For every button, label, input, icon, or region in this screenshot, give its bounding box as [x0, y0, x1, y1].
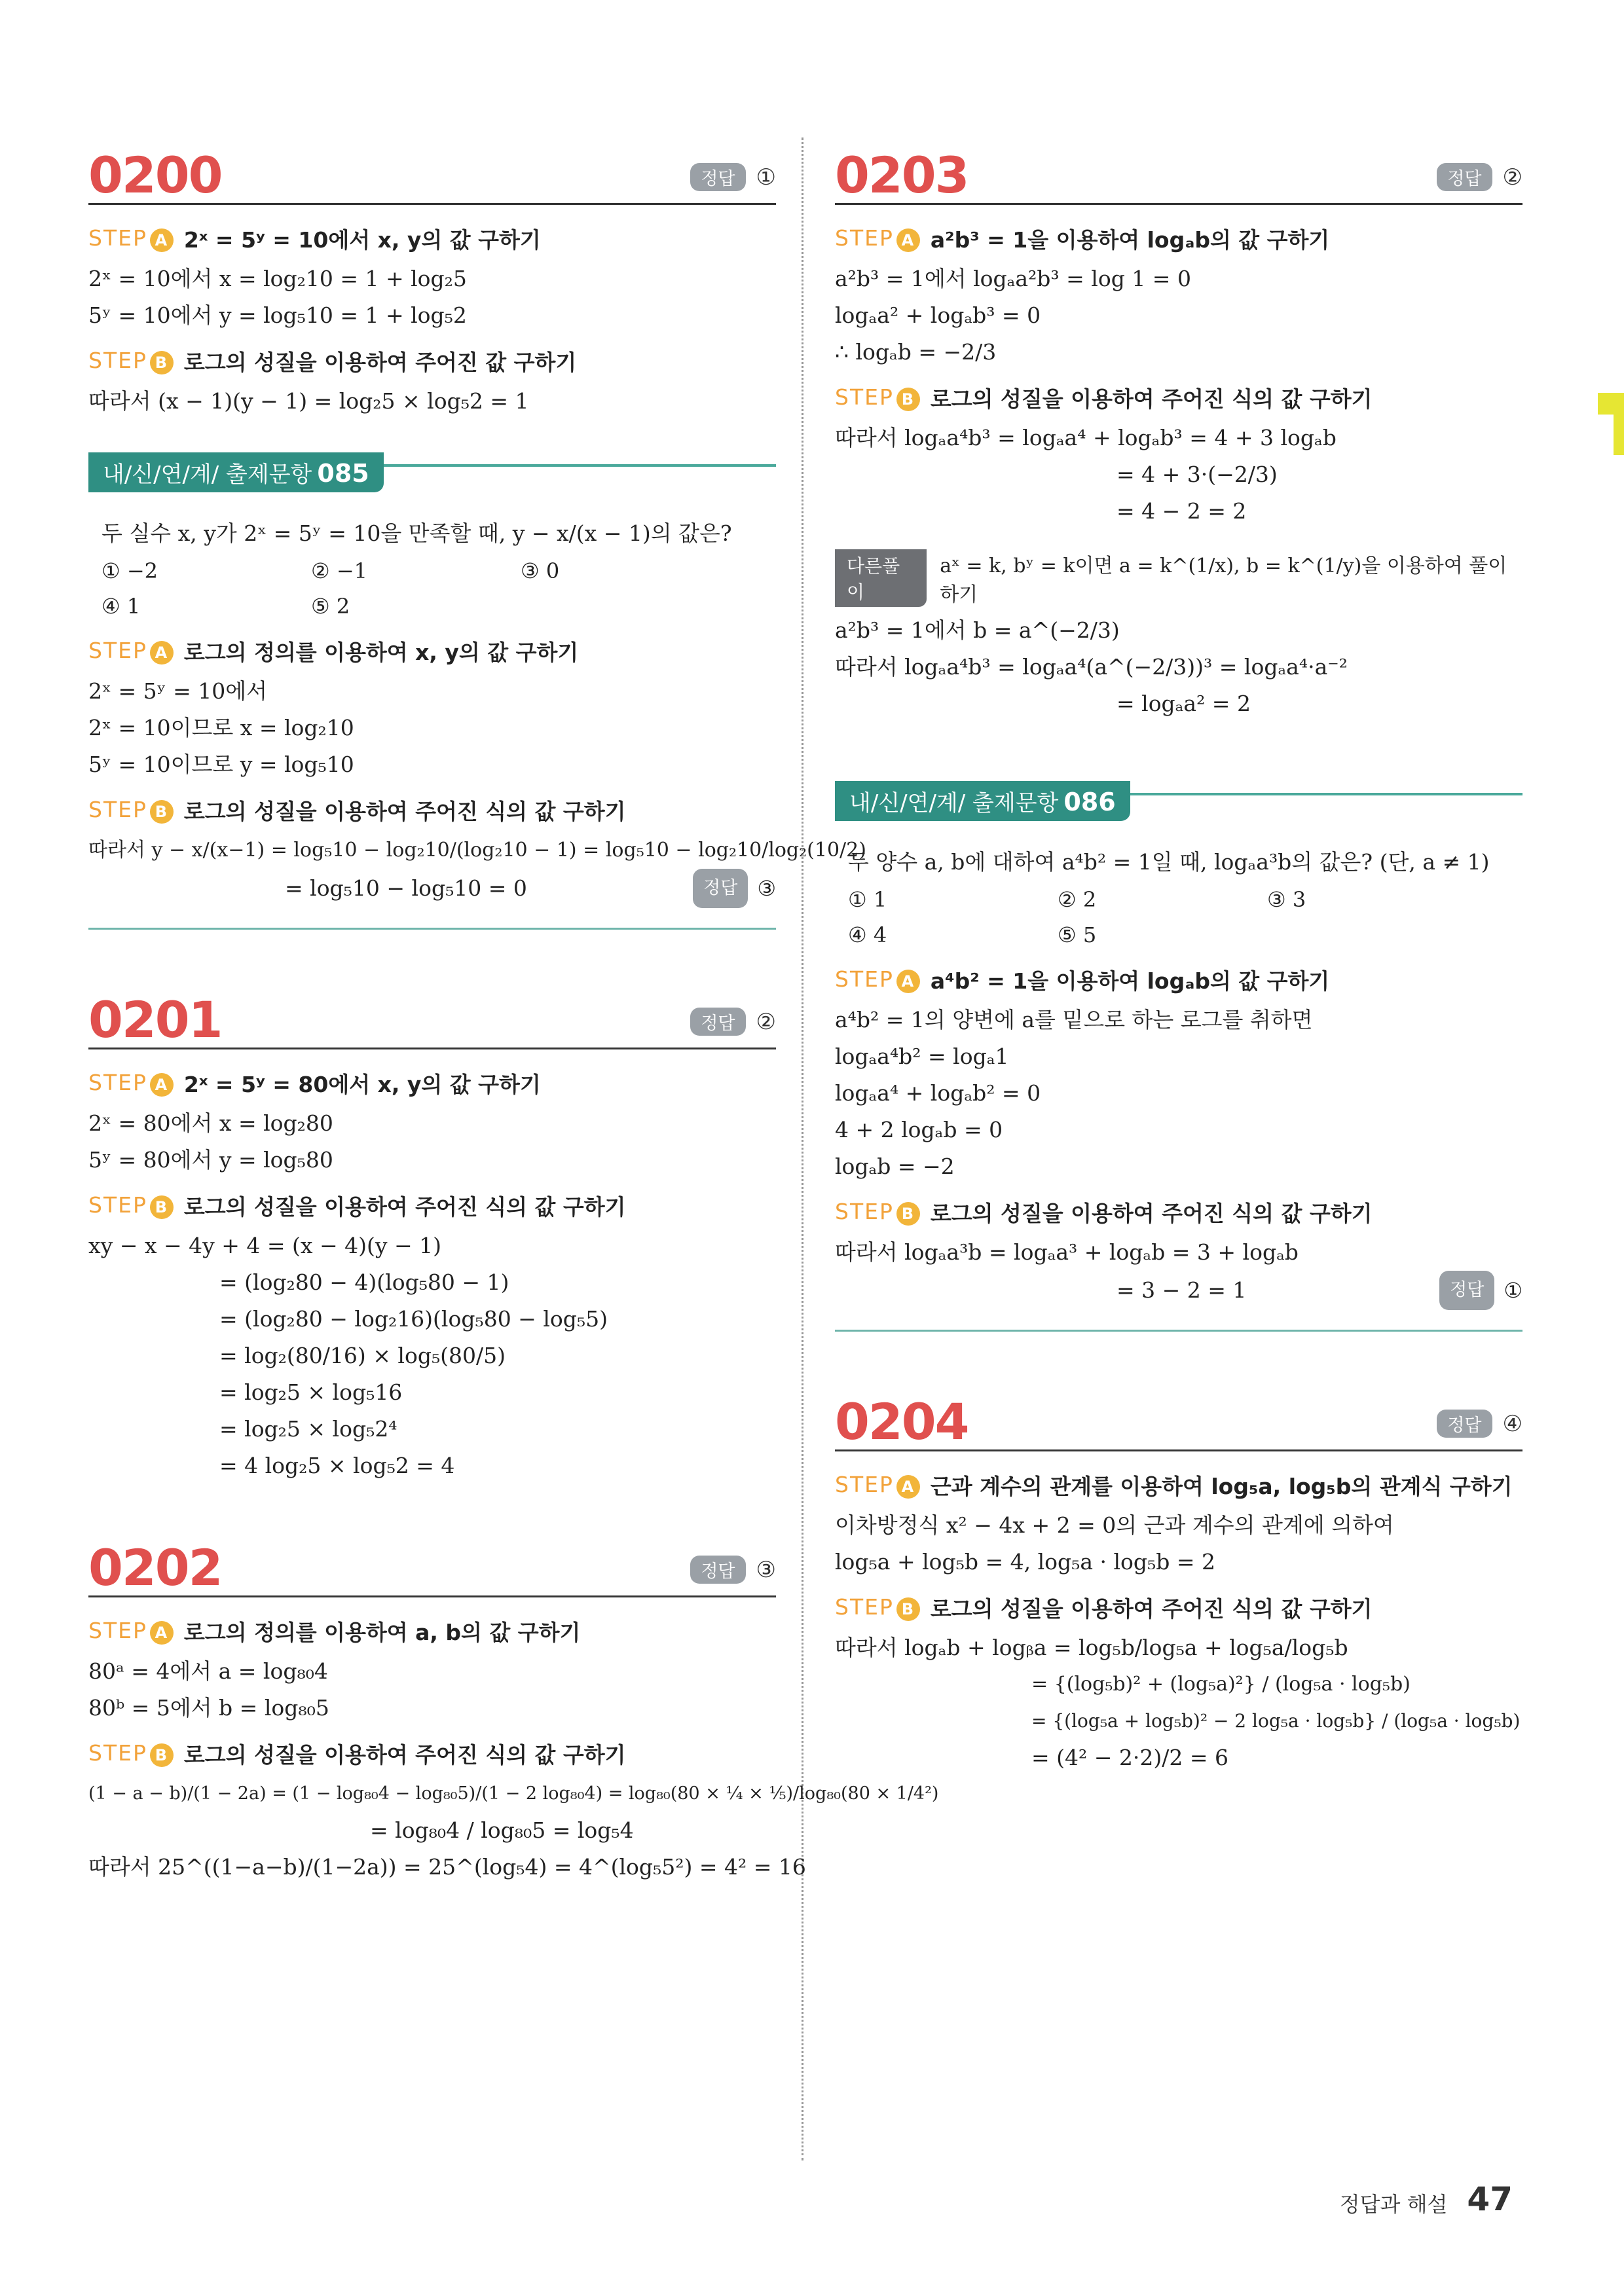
alternate-solution-title: aˣ = k, bʸ = k이면 a = k^(1/x), b = k^(1/y)을 이용하여 풀이하기	[940, 555, 1507, 606]
step-b	[835, 382, 1522, 413]
step-letter-icon: B	[896, 1597, 920, 1621]
step-label: STEP A	[88, 638, 174, 665]
solution-line: 80ᵇ = 5에서 b = log₈₀5	[88, 1695, 329, 1721]
banner-number: 086	[1063, 788, 1116, 816]
step-label: STEP B	[88, 1192, 174, 1219]
step-letter-icon: B	[150, 1195, 174, 1219]
problem-0203	[835, 131, 1522, 1332]
problem-number: 0202	[88, 1539, 222, 1597]
answer-value: ③	[757, 876, 776, 901]
problem-0200	[88, 131, 866, 930]
solution-line: = log₂5 × log₅2⁴	[219, 1416, 397, 1442]
problem-number: 0200	[88, 146, 222, 204]
answer-value: ①	[1504, 1278, 1522, 1303]
solution-line: 5ʸ = 10에서 y = log₅10 = 1 + log₅2	[88, 302, 467, 328]
step-title: 로그의 성질을 이용하여 주어진 식의 값 구하기	[183, 1742, 626, 1768]
solution-line: 따라서 logₐa³b = logₐa³ + logₐb = 3 + logₐb	[835, 1239, 1299, 1265]
answer-label	[690, 1556, 776, 1584]
solution-line: = {(log₅b)² + (log₅a)²} / (log₅a · log₅b)	[1031, 1673, 1411, 1696]
solution-line: logₐa² + logₐb³ = 0	[835, 302, 1041, 328]
step-label: STEP B	[88, 348, 174, 374]
answer-badge: 정답	[690, 163, 745, 191]
solution-line: 80ᵃ = 4에서 a = log₈₀4	[88, 1658, 328, 1684]
step-letter-icon: B	[896, 1202, 920, 1226]
solution-line: 5ʸ = 10이므로 y = log₅10	[88, 752, 354, 777]
solution-line: 4 + 2 logₐb = 0	[835, 1117, 1003, 1142]
answer-value: ②	[756, 1008, 776, 1035]
step-title: 로그의 성질을 이용하여 주어진 식의 값 구하기	[930, 1596, 1373, 1622]
step-title: 2ˣ = 5ʸ = 10에서 x, y의 값 구하기	[183, 227, 541, 253]
step-b	[88, 795, 776, 826]
answer-badge: 정답	[1437, 163, 1492, 191]
solution-line: = 4 log₂5 × log₅2 = 4	[219, 1453, 455, 1478]
answer-label	[690, 163, 776, 191]
solution-line: 따라서 logₐa⁴b³ = logₐa⁴ + logₐb³ = 4 + 3 logₐb	[835, 425, 1337, 450]
section-end-rule	[835, 1330, 1522, 1332]
alternate-solution-tag: 다른풀이	[835, 549, 927, 607]
step-letter-icon: B	[150, 351, 174, 374]
choice: ⑤ 2	[311, 594, 350, 619]
step-label: STEP B	[88, 1740, 174, 1767]
related-problem-banner	[835, 781, 1522, 827]
banner-tag: 내/신/연/계/ 출제문항 086	[835, 781, 1130, 821]
solution-line: 이차방정식 x² − 4x + 2 = 0의 근과 계수의 관계에 의하여	[835, 1512, 1394, 1538]
problem-header	[88, 131, 776, 205]
problem-0202	[88, 1523, 939, 1886]
solution-line: = log₈₀4 / log₈₀5 = log₅4	[370, 1817, 634, 1843]
step-letter-icon: B	[150, 800, 174, 824]
solution-line: a⁴b² = 1의 양변에 a를 밑으로 하는 로그를 취하면	[835, 1007, 1313, 1032]
problem-header	[88, 1523, 776, 1597]
choice: ③ 3	[1267, 887, 1306, 912]
choice: ② −1	[311, 558, 368, 583]
solution-line: = (4² − 2·2)/2 = 6	[1031, 1745, 1228, 1770]
step-letter-icon: A	[896, 1475, 920, 1499]
question-text: 두 실수 x, y가 2ˣ = 5ʸ = 10을 만족할 때, y − x/(x − 1)의 값은?	[101, 520, 732, 546]
solution-line: a²b³ = 1에서 b = a^(−2/3)	[835, 617, 1120, 643]
step-title: 로그의 성질을 이용하여 주어진 식의 값 구하기	[930, 386, 1373, 412]
answer-value: ①	[756, 164, 776, 191]
problem-header	[835, 1377, 1522, 1451]
step-label: STEP A	[835, 1472, 920, 1499]
step-label: STEP A	[88, 1070, 174, 1097]
step-title: 로그의 성질을 이용하여 주어진 식의 값 구하기	[183, 1194, 626, 1220]
step-letter-icon: A	[150, 641, 174, 665]
step-title: 로그의 성질을 이용하여 주어진 식의 값 구하기	[930, 1201, 1373, 1226]
question-text: 두 양수 a, b에 대하여 a⁴b² = 1일 때, logₐa³b의 값은? (단, a ≠ 1)	[848, 849, 1490, 875]
solution-line: = 4 + 3·(−2/3)	[1116, 462, 1278, 487]
step-title: 로그의 정의를 이용하여 a, b의 값 구하기	[183, 1620, 581, 1645]
step-title: a⁴b² = 1을 이용하여 logₐb의 값 구하기	[930, 968, 1330, 994]
choice: ④ 1	[101, 594, 141, 619]
problem-number: 0201	[88, 991, 222, 1049]
step-label: STEP B	[835, 1199, 920, 1226]
solution-line: 2ˣ = 10에서 x = log₂10 = 1 + log₂5	[88, 266, 467, 291]
choice: ⑤ 5	[1058, 922, 1097, 947]
section-end-rule	[88, 928, 776, 930]
step-label: STEP A	[88, 225, 174, 252]
solution-line: 따라서 25^((1−a−b)/(1−2a)) = 25^(log₅4) = 4^(log₅5²) = 4² = 16	[88, 1854, 806, 1880]
step-a	[88, 636, 776, 666]
solution-line: (1 − a − b)/(1 − 2a) = (1 − log₈₀4 − log₈₀5)/(1 − 2 log₈₀4) = log₈₀(80 × ¼ × ⅕)/log₈₀(80 × 1/4²)	[88, 1783, 939, 1804]
solution-line-final	[835, 1271, 1522, 1310]
choice: ④ 4	[848, 922, 887, 947]
step-b	[88, 346, 776, 376]
answer-label	[1437, 1410, 1522, 1438]
choice: ① 1	[848, 887, 887, 912]
step-a	[835, 1470, 1522, 1501]
alternate-solution	[835, 549, 1522, 607]
solution-line: = log₂(80/16) × log₅(80/5)	[219, 1343, 506, 1368]
choices	[835, 882, 1522, 953]
choices	[88, 553, 776, 624]
problem-0201	[88, 975, 776, 1484]
step-a	[88, 1616, 776, 1647]
solution-line: logₐa⁴b² = logₐ1	[835, 1044, 1009, 1069]
solution-line: log₅a + log₅b = 4, log₅a · log₅b = 2	[835, 1549, 1216, 1575]
solution-line: = 4 − 2 = 2	[1116, 498, 1247, 524]
step-label: STEP A	[835, 225, 920, 252]
step-b	[835, 1592, 1522, 1623]
answer-label	[690, 1008, 776, 1036]
choice: ③ 0	[521, 558, 560, 583]
step-letter-icon: A	[150, 228, 174, 252]
step-title: 로그의 성질을 이용하여 주어진 값 구하기	[183, 350, 577, 375]
step-letter-icon: A	[150, 1073, 174, 1097]
answer-badge: 정답	[1439, 1271, 1494, 1310]
step-b	[88, 1190, 776, 1221]
solution-line: = logₐa² = 2	[1116, 691, 1251, 716]
right-column	[835, 131, 1522, 1776]
step-title: 근과 계수의 관계를 이용하여 log₅a, log₅b의 관계식 구하기	[930, 1474, 1513, 1499]
solution-line: 5ʸ = 80에서 y = log₅80	[88, 1147, 333, 1173]
step-label: STEP B	[88, 797, 174, 824]
answer-label	[693, 869, 776, 908]
solution-line: 따라서 logₐa⁴b³ = logₐa⁴(a^(−2/3))³ = logₐa⁴·a⁻²	[835, 654, 1348, 680]
solution-line: logₐb = −2	[835, 1154, 955, 1179]
answer-value: ④	[1502, 1410, 1522, 1437]
page-number: 47	[1467, 2180, 1513, 2218]
step-letter-icon: A	[896, 228, 920, 252]
step-label: STEP B	[835, 1594, 920, 1621]
problem-number: 0204	[835, 1393, 969, 1451]
footer-section-title: 정답과 해설	[1339, 2192, 1448, 2217]
choice: ① −2	[101, 558, 158, 583]
step-a	[835, 964, 1522, 995]
related-problem-banner	[88, 452, 776, 498]
answer-badge: 정답	[690, 1556, 745, 1584]
step-letter-icon: B	[150, 1743, 174, 1767]
step-letter-icon: A	[150, 1621, 174, 1645]
step-a	[88, 223, 776, 254]
step-a	[835, 223, 1522, 254]
solution-line: a²b³ = 1에서 logₐa²b³ = log 1 = 0	[835, 266, 1191, 291]
solution-line: 따라서 (x − 1)(y − 1) = log₂5 × log₅2 = 1	[88, 388, 529, 414]
solution-line: = log₂5 × log₅16	[219, 1379, 403, 1405]
step-title: a²b³ = 1을 이용하여 logₐb의 값 구하기	[930, 227, 1330, 253]
step-b	[88, 1738, 776, 1769]
step-title: 로그의 성질을 이용하여 주어진 식의 값 구하기	[183, 799, 626, 824]
step-title: 2ˣ = 5ʸ = 80에서 x, y의 값 구하기	[183, 1072, 541, 1097]
solution-line-final	[88, 869, 776, 908]
banner-number: 085	[317, 459, 369, 488]
step-label: STEP A	[88, 1618, 174, 1645]
step-letter-icon: A	[896, 970, 920, 993]
solution-line: xy − x − 4y + 4 = (x − 4)(y − 1)	[88, 1233, 442, 1258]
choice: ② 2	[1058, 887, 1097, 912]
solution-line: logₐa⁴ + logₐb² = 0	[835, 1080, 1041, 1106]
problem-0204	[835, 1377, 1522, 1776]
section-tab	[1598, 393, 1624, 455]
problem-header	[835, 131, 1522, 205]
banner-tag: 내/신/연/계/ 출제문항 085	[88, 452, 384, 492]
step-title: 로그의 정의를 이용하여 x, y의 값 구하기	[183, 640, 579, 665]
solution-line: 2ˣ = 10이므로 x = log₂10	[88, 715, 354, 740]
solution-line: 따라서 logₐb + logᵦa = log₅b/log₅a + log₅a/log₅b	[835, 1635, 1348, 1660]
solution-line: 따라서 y − x/(x−1) = log₅10 − log₂10/(log₂10 − 1) = log₅10 − log₂10/log₂(10/2)	[88, 839, 866, 862]
solution-line: 2ˣ = 80에서 x = log₂80	[88, 1110, 333, 1136]
solution-text: = 3 − 2 = 1	[1116, 1277, 1247, 1303]
answer-badge: 정답	[693, 869, 748, 908]
step-letter-icon: B	[896, 388, 920, 411]
step-a	[88, 1068, 776, 1099]
answer-label	[1439, 1271, 1522, 1310]
answer-label	[1437, 163, 1522, 191]
solution-line: = (log₂80 − log₂16)(log₅80 − log₅5)	[219, 1306, 608, 1332]
step-b	[835, 1197, 1522, 1228]
solution-text: = log₅10 − log₅10 = 0	[285, 875, 527, 901]
step-label: STEP A	[835, 966, 920, 993]
page-footer	[1340, 2180, 1513, 2218]
solution-line: = (log₂80 − 4)(log₅80 − 1)	[219, 1269, 509, 1295]
solution-line: ∴ logₐb = −2/3	[835, 339, 997, 365]
problem-number: 0203	[835, 146, 969, 204]
answer-value: ③	[756, 1556, 776, 1583]
step-label: STEP B	[835, 384, 920, 411]
solution-line: 2ˣ = 5ʸ = 10에서	[88, 678, 267, 704]
answer-badge: 정답	[1437, 1410, 1492, 1438]
solution-line: = {(log₅a + log₅b)² − 2 log₅a · log₅b} / (log₅a · log₅b)	[1031, 1710, 1521, 1732]
answer-badge: 정답	[690, 1008, 745, 1036]
answer-value: ②	[1502, 164, 1522, 191]
problem-header	[88, 975, 776, 1049]
